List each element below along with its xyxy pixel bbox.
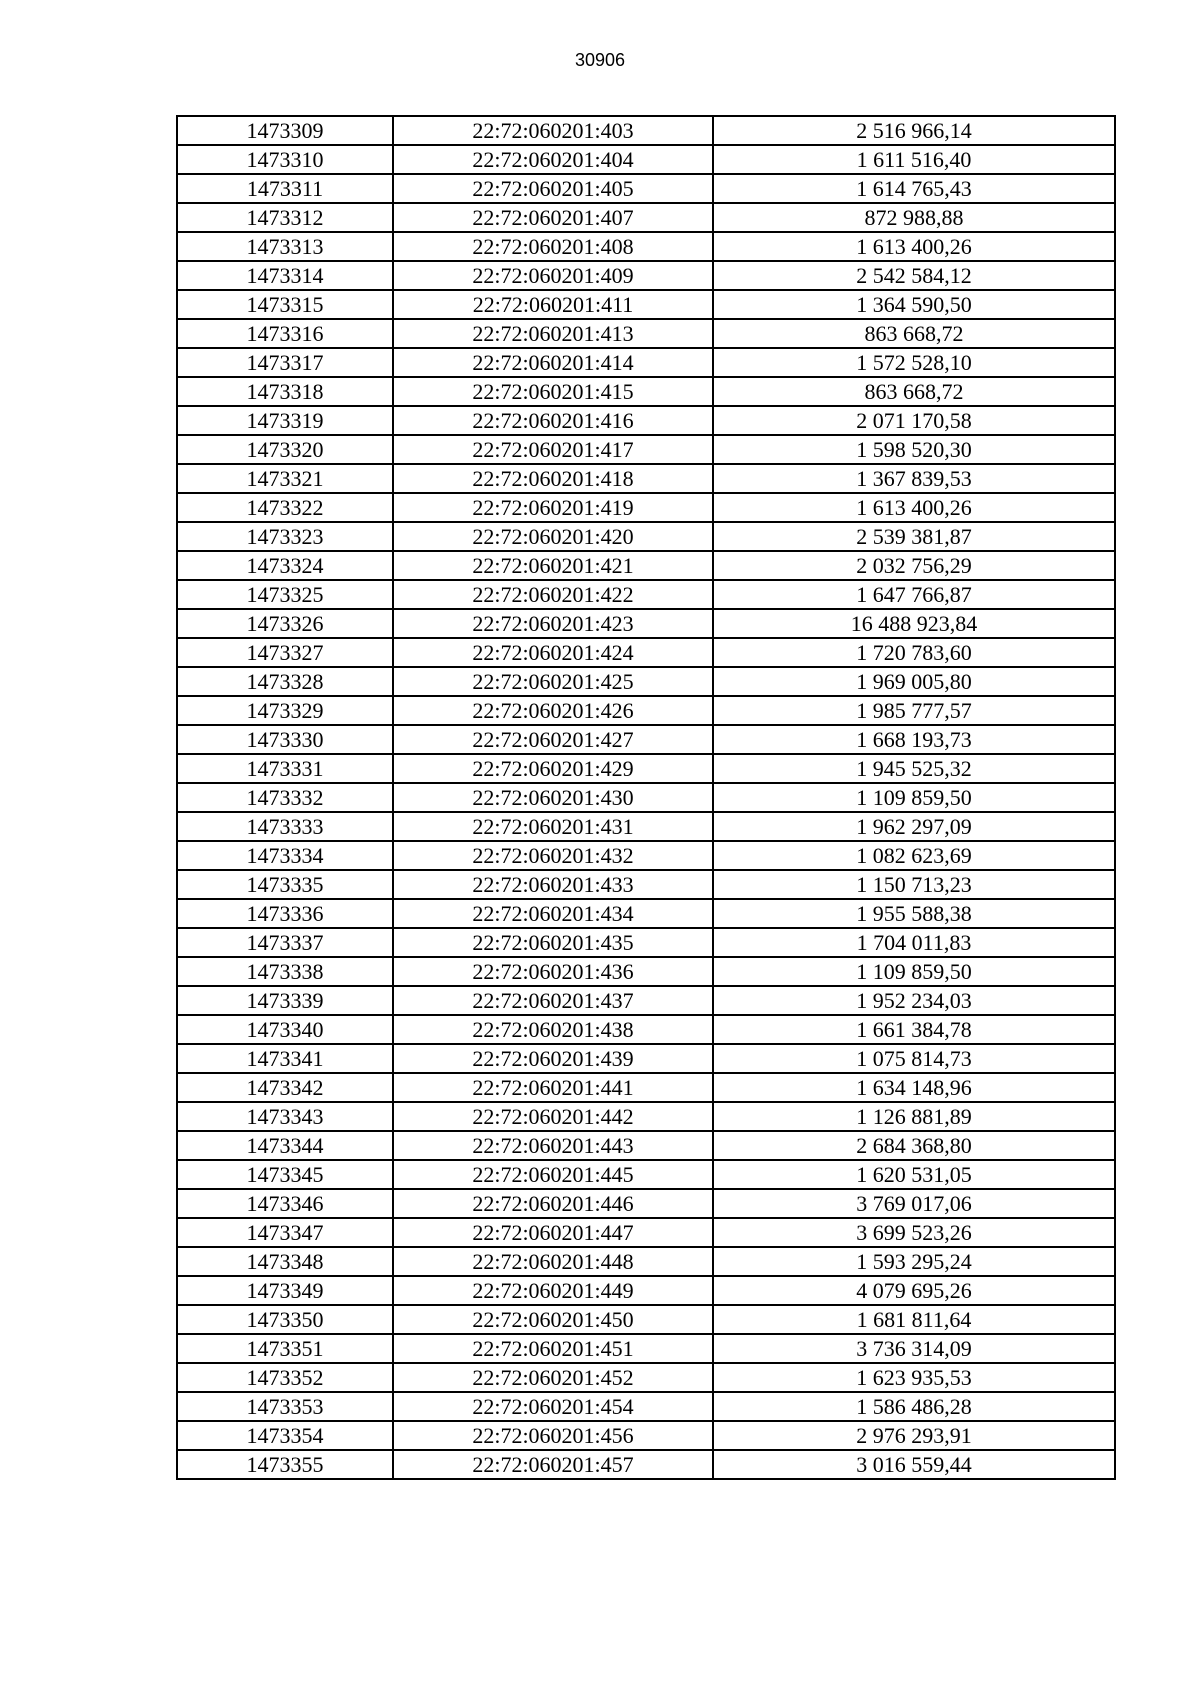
cell-id: 1473348 bbox=[177, 1247, 393, 1276]
cell-id: 1473319 bbox=[177, 406, 393, 435]
cell-value: 2 516 966,14 bbox=[713, 116, 1115, 145]
cell-cadastral-number: 22:72:060201:425 bbox=[393, 667, 713, 696]
cell-value: 1 075 814,73 bbox=[713, 1044, 1115, 1073]
cell-value: 1 126 881,89 bbox=[713, 1102, 1115, 1131]
cell-id: 1473344 bbox=[177, 1131, 393, 1160]
cell-value: 1 647 766,87 bbox=[713, 580, 1115, 609]
cell-value: 1 720 783,60 bbox=[713, 638, 1115, 667]
cell-id: 1473316 bbox=[177, 319, 393, 348]
cell-value: 1 109 859,50 bbox=[713, 957, 1115, 986]
cell-cadastral-number: 22:72:060201:451 bbox=[393, 1334, 713, 1363]
cell-id: 1473325 bbox=[177, 580, 393, 609]
table-row bbox=[177, 812, 1115, 841]
cell-cadastral-number: 22:72:060201:431 bbox=[393, 812, 713, 841]
cell-value: 863 668,72 bbox=[713, 377, 1115, 406]
cell-value: 3 699 523,26 bbox=[713, 1218, 1115, 1247]
cell-cadastral-number: 22:72:060201:436 bbox=[393, 957, 713, 986]
table-row bbox=[177, 522, 1115, 551]
cell-cadastral-number: 22:72:060201:442 bbox=[393, 1102, 713, 1131]
cell-id: 1473347 bbox=[177, 1218, 393, 1247]
table-row bbox=[177, 1247, 1115, 1276]
cell-value: 1 969 005,80 bbox=[713, 667, 1115, 696]
cell-cadastral-number: 22:72:060201:414 bbox=[393, 348, 713, 377]
table-row bbox=[177, 725, 1115, 754]
cell-id: 1473321 bbox=[177, 464, 393, 493]
cell-value: 1 611 516,40 bbox=[713, 145, 1115, 174]
cell-cadastral-number: 22:72:060201:457 bbox=[393, 1450, 713, 1479]
cell-id: 1473326 bbox=[177, 609, 393, 638]
cell-id: 1473342 bbox=[177, 1073, 393, 1102]
table-row bbox=[177, 145, 1115, 174]
cell-id: 1473334 bbox=[177, 841, 393, 870]
cell-value: 1 150 713,23 bbox=[713, 870, 1115, 899]
cell-value: 1 955 588,38 bbox=[713, 899, 1115, 928]
cell-cadastral-number: 22:72:060201:446 bbox=[393, 1189, 713, 1218]
table-row bbox=[177, 348, 1115, 377]
cell-value: 1 945 525,32 bbox=[713, 754, 1115, 783]
table-row bbox=[177, 928, 1115, 957]
cell-id: 1473341 bbox=[177, 1044, 393, 1073]
cell-cadastral-number: 22:72:060201:422 bbox=[393, 580, 713, 609]
cell-id: 1473314 bbox=[177, 261, 393, 290]
table-row bbox=[177, 1363, 1115, 1392]
table-row bbox=[177, 1421, 1115, 1450]
cell-id: 1473320 bbox=[177, 435, 393, 464]
cell-cadastral-number: 22:72:060201:450 bbox=[393, 1305, 713, 1334]
cell-cadastral-number: 22:72:060201:403 bbox=[393, 116, 713, 145]
cell-value: 1 985 777,57 bbox=[713, 696, 1115, 725]
table-row bbox=[177, 261, 1115, 290]
cell-cadastral-number: 22:72:060201:417 bbox=[393, 435, 713, 464]
cell-cadastral-number: 22:72:060201:429 bbox=[393, 754, 713, 783]
cell-value: 1 598 520,30 bbox=[713, 435, 1115, 464]
cell-value: 2 976 293,91 bbox=[713, 1421, 1115, 1450]
page-number: 30906 bbox=[574, 50, 626, 70]
table-row bbox=[177, 1102, 1115, 1131]
cell-value: 1 634 148,96 bbox=[713, 1073, 1115, 1102]
table-row bbox=[177, 377, 1115, 406]
table-body bbox=[177, 116, 1115, 1479]
table-row bbox=[177, 638, 1115, 667]
cell-id: 1473343 bbox=[177, 1102, 393, 1131]
table-row bbox=[177, 435, 1115, 464]
cell-value: 863 668,72 bbox=[713, 319, 1115, 348]
cell-value: 1 613 400,26 bbox=[713, 232, 1115, 261]
cell-value: 1 364 590,50 bbox=[713, 290, 1115, 319]
table-row bbox=[177, 841, 1115, 870]
cell-value: 1 681 811,64 bbox=[713, 1305, 1115, 1334]
cell-cadastral-number: 22:72:060201:405 bbox=[393, 174, 713, 203]
table-row bbox=[177, 986, 1115, 1015]
cell-id: 1473327 bbox=[177, 638, 393, 667]
data-table bbox=[176, 115, 1116, 1480]
table-row bbox=[177, 116, 1115, 145]
cell-cadastral-number: 22:72:060201:418 bbox=[393, 464, 713, 493]
table-row bbox=[177, 609, 1115, 638]
cell-value: 2 032 756,29 bbox=[713, 551, 1115, 580]
table-row bbox=[177, 580, 1115, 609]
cell-id: 1473330 bbox=[177, 725, 393, 754]
cell-id: 1473312 bbox=[177, 203, 393, 232]
cell-id: 1473310 bbox=[177, 145, 393, 174]
cell-value: 1 668 193,73 bbox=[713, 725, 1115, 754]
cell-id: 1473311 bbox=[177, 174, 393, 203]
cell-value: 4 079 695,26 bbox=[713, 1276, 1115, 1305]
cell-value: 1 623 935,53 bbox=[713, 1363, 1115, 1392]
cell-value: 1 572 528,10 bbox=[713, 348, 1115, 377]
cell-cadastral-number: 22:72:060201:441 bbox=[393, 1073, 713, 1102]
table-row bbox=[177, 174, 1115, 203]
cell-id: 1473329 bbox=[177, 696, 393, 725]
cell-cadastral-number: 22:72:060201:407 bbox=[393, 203, 713, 232]
cell-cadastral-number: 22:72:060201:439 bbox=[393, 1044, 713, 1073]
cell-cadastral-number: 22:72:060201:416 bbox=[393, 406, 713, 435]
table-row bbox=[177, 290, 1115, 319]
cell-cadastral-number: 22:72:060201:448 bbox=[393, 1247, 713, 1276]
table-row bbox=[177, 1189, 1115, 1218]
cell-value: 1 082 623,69 bbox=[713, 841, 1115, 870]
cell-value: 3 016 559,44 bbox=[713, 1450, 1115, 1479]
table-row bbox=[177, 870, 1115, 899]
cell-id: 1473309 bbox=[177, 116, 393, 145]
cell-cadastral-number: 22:72:060201:420 bbox=[393, 522, 713, 551]
cell-value: 2 071 170,58 bbox=[713, 406, 1115, 435]
cell-cadastral-number: 22:72:060201:443 bbox=[393, 1131, 713, 1160]
cell-cadastral-number: 22:72:060201:434 bbox=[393, 899, 713, 928]
cell-id: 1473352 bbox=[177, 1363, 393, 1392]
cell-id: 1473350 bbox=[177, 1305, 393, 1334]
cell-value: 1 109 859,50 bbox=[713, 783, 1115, 812]
cell-cadastral-number: 22:72:060201:435 bbox=[393, 928, 713, 957]
cell-cadastral-number: 22:72:060201:438 bbox=[393, 1015, 713, 1044]
cell-cadastral-number: 22:72:060201:408 bbox=[393, 232, 713, 261]
table-row bbox=[177, 1044, 1115, 1073]
table-row bbox=[177, 1160, 1115, 1189]
cell-id: 1473346 bbox=[177, 1189, 393, 1218]
cell-cadastral-number: 22:72:060201:415 bbox=[393, 377, 713, 406]
cell-id: 1473339 bbox=[177, 986, 393, 1015]
cell-id: 1473328 bbox=[177, 667, 393, 696]
table-row bbox=[177, 1305, 1115, 1334]
cell-id: 1473317 bbox=[177, 348, 393, 377]
table-row bbox=[177, 1073, 1115, 1102]
cell-cadastral-number: 22:72:060201:447 bbox=[393, 1218, 713, 1247]
cell-cadastral-number: 22:72:060201:454 bbox=[393, 1392, 713, 1421]
cell-value: 2 684 368,80 bbox=[713, 1131, 1115, 1160]
cell-id: 1473337 bbox=[177, 928, 393, 957]
table-row bbox=[177, 1450, 1115, 1479]
cell-value: 3 736 314,09 bbox=[713, 1334, 1115, 1363]
cell-value: 1 613 400,26 bbox=[713, 493, 1115, 522]
cell-cadastral-number: 22:72:060201:411 bbox=[393, 290, 713, 319]
cell-id: 1473318 bbox=[177, 377, 393, 406]
cell-id: 1473355 bbox=[177, 1450, 393, 1479]
table-row bbox=[177, 754, 1115, 783]
cell-id: 1473353 bbox=[177, 1392, 393, 1421]
table-row bbox=[177, 232, 1115, 261]
table-row bbox=[177, 203, 1115, 232]
cell-cadastral-number: 22:72:060201:419 bbox=[393, 493, 713, 522]
cell-cadastral-number: 22:72:060201:409 bbox=[393, 261, 713, 290]
cell-cadastral-number: 22:72:060201:452 bbox=[393, 1363, 713, 1392]
table-row bbox=[177, 319, 1115, 348]
cell-id: 1473332 bbox=[177, 783, 393, 812]
cell-id: 1473345 bbox=[177, 1160, 393, 1189]
table-row bbox=[177, 696, 1115, 725]
cell-value: 2 542 584,12 bbox=[713, 261, 1115, 290]
cell-value: 1 614 765,43 bbox=[713, 174, 1115, 203]
cell-value: 1 962 297,09 bbox=[713, 812, 1115, 841]
cell-id: 1473338 bbox=[177, 957, 393, 986]
cell-cadastral-number: 22:72:060201:413 bbox=[393, 319, 713, 348]
cell-id: 1473335 bbox=[177, 870, 393, 899]
table-row bbox=[177, 1131, 1115, 1160]
cell-cadastral-number: 22:72:060201:424 bbox=[393, 638, 713, 667]
cell-cadastral-number: 22:72:060201:449 bbox=[393, 1276, 713, 1305]
cell-value: 1 620 531,05 bbox=[713, 1160, 1115, 1189]
cell-cadastral-number: 22:72:060201:430 bbox=[393, 783, 713, 812]
table-row bbox=[177, 899, 1115, 928]
cell-id: 1473351 bbox=[177, 1334, 393, 1363]
table-row bbox=[177, 957, 1115, 986]
cell-value: 2 539 381,87 bbox=[713, 522, 1115, 551]
cell-id: 1473354 bbox=[177, 1421, 393, 1450]
cell-id: 1473315 bbox=[177, 290, 393, 319]
table-row bbox=[177, 493, 1115, 522]
cell-cadastral-number: 22:72:060201:445 bbox=[393, 1160, 713, 1189]
cell-cadastral-number: 22:72:060201:426 bbox=[393, 696, 713, 725]
cell-value: 872 988,88 bbox=[713, 203, 1115, 232]
cell-value: 3 769 017,06 bbox=[713, 1189, 1115, 1218]
cell-cadastral-number: 22:72:060201:437 bbox=[393, 986, 713, 1015]
table-row bbox=[177, 1015, 1115, 1044]
table-row bbox=[177, 464, 1115, 493]
cell-id: 1473322 bbox=[177, 493, 393, 522]
cell-cadastral-number: 22:72:060201:456 bbox=[393, 1421, 713, 1450]
cell-value: 1 704 011,83 bbox=[713, 928, 1115, 957]
cell-value: 1 586 486,28 bbox=[713, 1392, 1115, 1421]
cell-id: 1473333 bbox=[177, 812, 393, 841]
cell-id: 1473340 bbox=[177, 1015, 393, 1044]
cell-value: 1 952 234,03 bbox=[713, 986, 1115, 1015]
cell-id: 1473349 bbox=[177, 1276, 393, 1305]
cell-cadastral-number: 22:72:060201:404 bbox=[393, 145, 713, 174]
table-row bbox=[177, 1334, 1115, 1363]
cell-cadastral-number: 22:72:060201:427 bbox=[393, 725, 713, 754]
cell-cadastral-number: 22:72:060201:423 bbox=[393, 609, 713, 638]
cell-cadastral-number: 22:72:060201:421 bbox=[393, 551, 713, 580]
cell-id: 1473313 bbox=[177, 232, 393, 261]
table-row bbox=[177, 406, 1115, 435]
cell-id: 1473336 bbox=[177, 899, 393, 928]
cell-id: 1473323 bbox=[177, 522, 393, 551]
cell-value: 1 367 839,53 bbox=[713, 464, 1115, 493]
table-row bbox=[177, 667, 1115, 696]
table-row bbox=[177, 1218, 1115, 1247]
cell-cadastral-number: 22:72:060201:432 bbox=[393, 841, 713, 870]
cell-value: 1 593 295,24 bbox=[713, 1247, 1115, 1276]
table-row bbox=[177, 551, 1115, 580]
cell-id: 1473331 bbox=[177, 754, 393, 783]
cell-id: 1473324 bbox=[177, 551, 393, 580]
table-row bbox=[177, 783, 1115, 812]
table-row bbox=[177, 1392, 1115, 1421]
table-row bbox=[177, 1276, 1115, 1305]
cell-value: 16 488 923,84 bbox=[713, 609, 1115, 638]
cell-cadastral-number: 22:72:060201:433 bbox=[393, 870, 713, 899]
cell-value: 1 661 384,78 bbox=[713, 1015, 1115, 1044]
